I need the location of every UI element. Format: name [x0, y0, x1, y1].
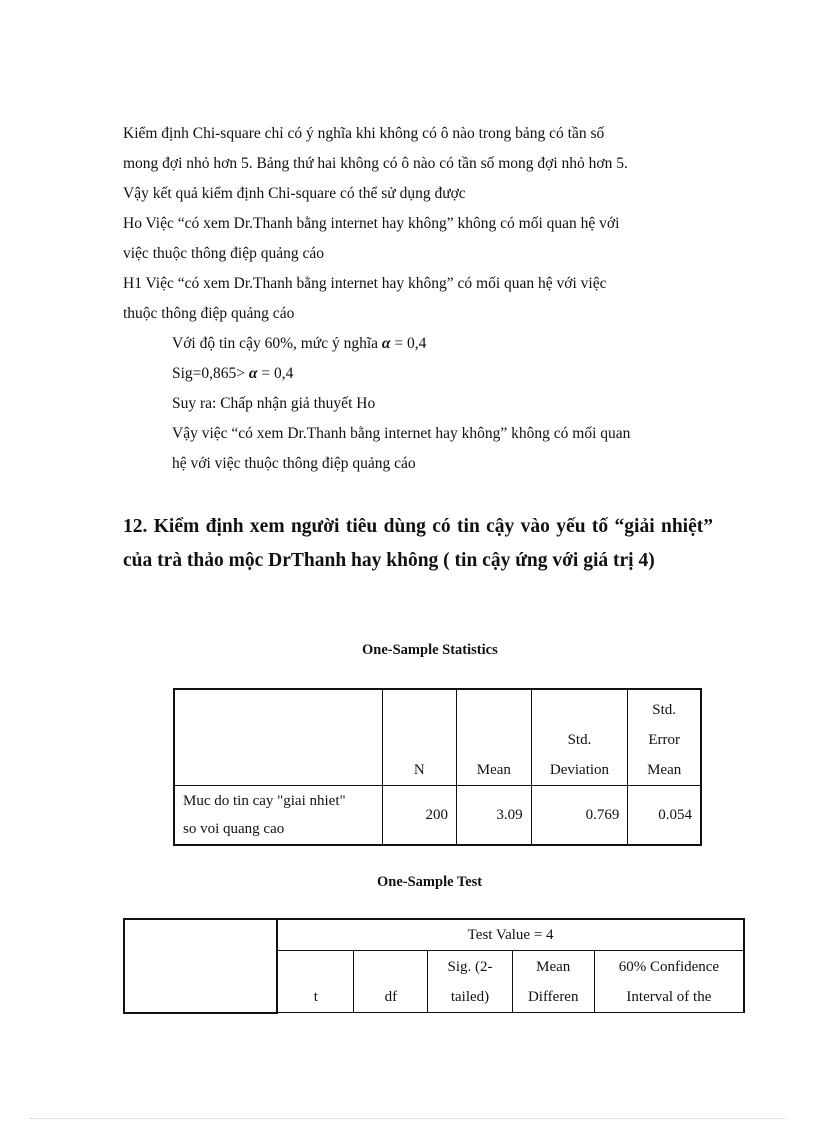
header-std-error-mean	[628, 689, 701, 785]
header-empty-cell	[174, 689, 382, 785]
header-mean-difference	[512, 951, 594, 1013]
sig-prefix: Sig=0,865>	[172, 365, 246, 382]
paragraph-line: Vậy kết quả kiểm định Chi-square có thể sử dụng được	[123, 185, 466, 202]
header-mean-difference-line: Mean	[536, 959, 571, 975]
header-sig	[428, 951, 512, 1013]
header-confidence-interval	[594, 951, 744, 1013]
header-confidence-interval-line: 60% Confidence	[618, 959, 720, 975]
conclusion-line: hệ với việc thuộc thông điệp quảng cáo	[172, 455, 416, 472]
conclusion-line: Vậy việc “có xem Dr.Thanh bằng internet hay không” không có mối quan	[172, 425, 631, 442]
header-std-deviation-line: Deviation	[549, 761, 610, 778]
header-n: N	[382, 689, 456, 785]
paragraph-line: mong đợi nhỏ hơn 5. Bảng thứ hai không có ô nào có tần số mong đợi nhỏ hơn 5.	[123, 155, 628, 172]
test-table-caption: One-Sample Test	[377, 874, 483, 890]
page-bottom-divider	[30, 1118, 786, 1119]
stats-table-caption: One-Sample Statistics	[362, 642, 498, 658]
hypothesis-h1-line: H1 Việc “có xem Dr.Thanh bằng internet hay không” có mối quan hệ với việc	[123, 275, 607, 292]
header-std-error-mean-line: Std.	[652, 701, 677, 718]
row-label	[174, 785, 382, 845]
alpha-symbol: α	[381, 335, 391, 352]
paragraph-line: Kiểm định Chi-square chỉ có ý nghĩa khi không có ô nào trong bảng có tần số	[123, 125, 605, 142]
hypothesis-h1-line: thuộc thông điệp quảng cáo	[123, 305, 295, 322]
cell-std-deviation: 0.769	[531, 785, 628, 845]
one-sample-statistics-table	[173, 688, 702, 846]
header-empty-cell	[124, 919, 277, 1013]
header-sig-line: Sig. (2-	[447, 959, 493, 975]
confidence-line	[172, 335, 426, 353]
header-t: t	[277, 951, 354, 1013]
header-mean: Mean	[457, 689, 532, 785]
header-std-deviation-line: Std.	[567, 731, 592, 748]
hypothesis-ho-line: Ho Việc “có xem Dr.Thanh bằng internet hay không” không có mối quan hệ với	[123, 215, 620, 232]
cell-std-error-mean: 0.054	[628, 785, 701, 845]
accept-line: Suy ra: Chấp nhận giả thuyết Ho	[172, 395, 376, 412]
confidence-prefix: Với độ tin cậy 60%, mức ý nghĩa	[172, 335, 379, 352]
row-label-line: so voi quang cao	[183, 820, 285, 837]
section-heading: 12. Kiểm định xem người tiêu dùng có tin cậy vào yếu tố “giải nhiệt” của trà thảo mộc DrThanh hay không ( tin cậy ứng với giá trị 4)	[123, 516, 713, 571]
header-sig-line: tailed)	[450, 989, 490, 1005]
header-std-deviation	[531, 689, 628, 785]
one-sample-test-table	[123, 918, 745, 1014]
sig-line	[172, 365, 293, 383]
cell-n: 200	[382, 785, 456, 845]
header-df: df	[354, 951, 428, 1013]
test-value-header: Test Value = 4	[277, 919, 744, 951]
header-mean-difference-line: Differen	[527, 989, 579, 1005]
alpha-symbol: α	[248, 365, 258, 382]
cell-mean: 3.09	[457, 785, 532, 845]
hypothesis-ho-line: việc thuộc thông điệp quảng cáo	[123, 245, 325, 262]
row-label-line: Muc do tin cay "giai nhiet"	[183, 792, 346, 809]
confidence-suffix: = 0,4	[394, 335, 427, 352]
header-std-error-mean-line: Error	[648, 731, 680, 748]
header-std-error-mean-line: Mean	[647, 761, 682, 778]
header-confidence-interval-line: Interval of the	[626, 989, 712, 1005]
sig-suffix: = 0,4	[261, 365, 294, 382]
